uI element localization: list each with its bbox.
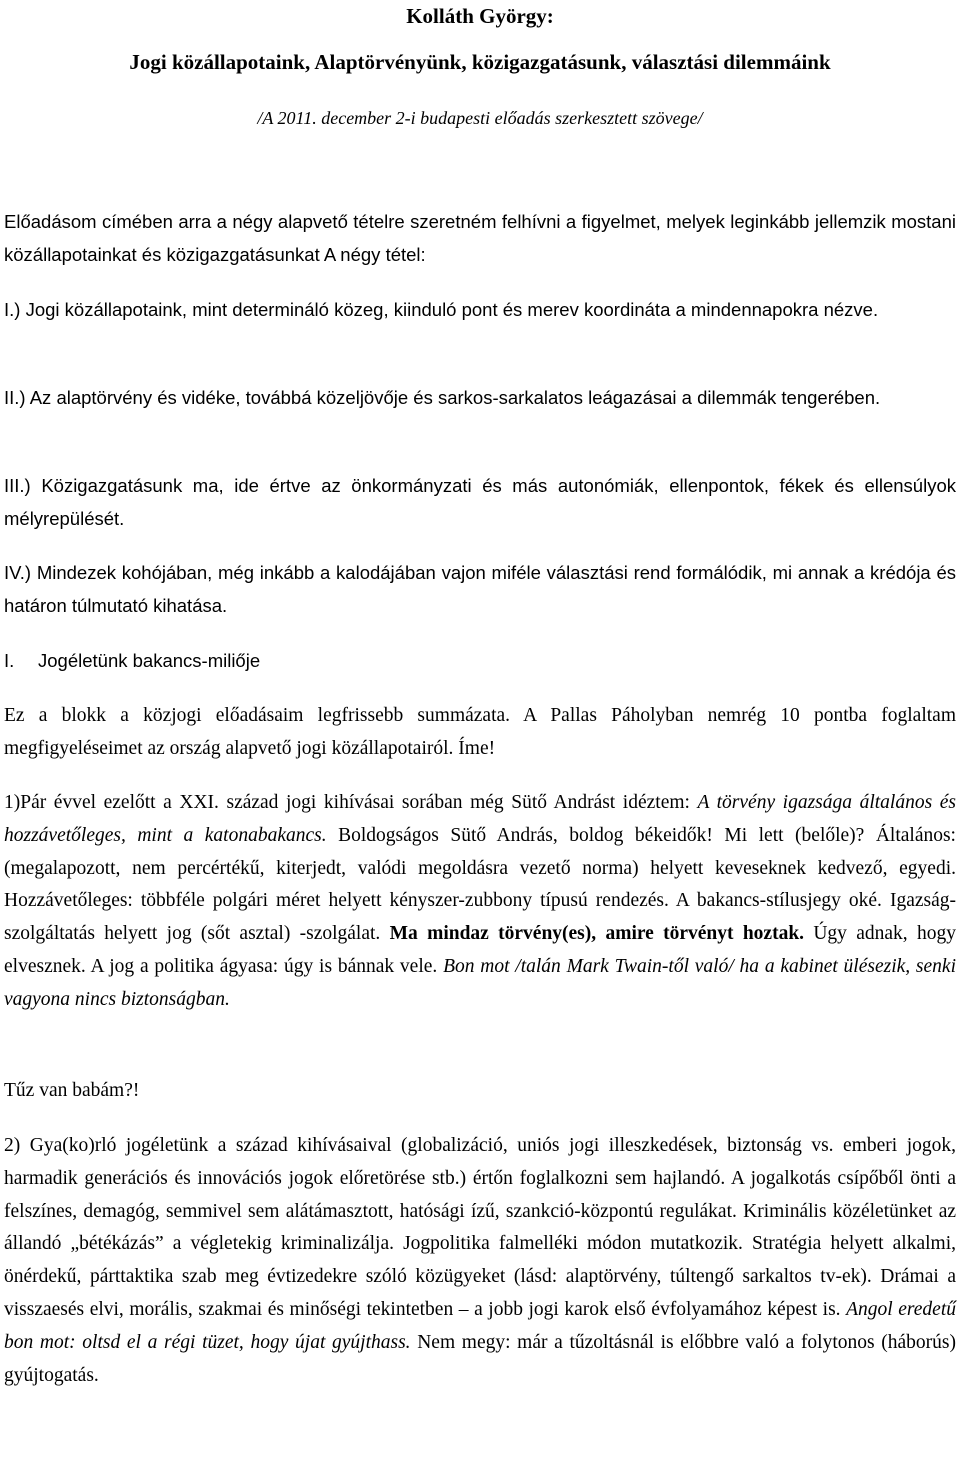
section-title: Jogéletünk bakancs-miliője [38,650,261,671]
point-2-paragraph [4,1130,956,1392]
thesis-3-text: Közigazgatásunk ma, ide értve az önkormányzati és más autonómiák, ellenpontok, fékek és ellensúlyok mélyrepülését. [4,475,956,529]
thesis-1-number: I.) [4,299,21,320]
intro-paragraph: Előadásom címében arra a négy alapvető tételre szeretném felhívni a figyelmet, melyek leginkább jellemzik mostani közállapotainkat és közigazgatásunkat A négy tétel: [4,211,956,265]
thesis-1-text: Jogi közállapotaink, mint determináló közeg, kiinduló pont és merev koordináta a mindennapokra nézve. [20,299,879,320]
point-2-bon-mot: Angol eredetű bon mot: oltsd el a régi tüzet, hogy újat gyújthass. [4,1298,956,1353]
thesis-2-text: Az alaptörvény és vidéke, továbbá közeljövője és sarkos-sarkalatos leágazásai a dilemmák tengerében. [25,387,881,408]
thesis-4 [4,557,956,623]
thesis-2 [4,382,956,415]
section-heading [4,645,956,677]
thesis-1 [4,294,956,327]
summary-paragraph: Ez a blokk a közjogi előadásaim legfrissebb summázata. A Pallas Páholyban nemrég 10 pontba foglaltam megfigyeléseimet az ország alapvető jogi közállapotairól. Íme! [4,705,956,759]
point-1-quote: A törvény igazsága általános és hozzávetőleges, mint a katonabakancs. [4,792,956,846]
point-1-paragraph [4,787,956,1017]
point-2-text-b: Nem megy: már a tűzoltásnál is előbbre való a folytonos (háborús) gyújtogatás. [4,1331,956,1386]
document-subtitle: /A 2011. december 2-i budapesti előadás szerkesztett szövege/ [257,108,703,128]
point-1-bon-mot: Bon mot /talán Mark Twain-től való/ ha a kabinet ülésezik, senki vagyona nincs biztonságban. [4,955,956,1010]
point-1-text-c: Úgy adnak, hogy elvesznek. A jog a politika ágyasa: úgy is bánnak vele. [4,923,956,977]
point-1-bold: Ma mindaz törvény(es), amire törvényt hoztak. [389,923,805,945]
section-number: I. [4,650,15,671]
thesis-3 [4,470,956,536]
thesis-4-number: IV.) [4,562,32,583]
point-1-text-b: Boldogságos Sütő András, boldog békeidők! Mi lett (belőle)? Általános: (megalapozott, nem percértékű, kiterjedt, valódi megoldásra vezető norma) helyett keveseknek kedvező, egyedi. Hozzávetőleges: többféle polgári méret helyett kényszer-zubbony típusú rendezés. A bakancs-stílusjegy oké. Igazság-szolgáltatás helyett jog (sőt asztal) -szolgálat. [4,824,956,945]
point-1-lead: 1)Pár évvel ezelőtt a XXI. [4,792,219,813]
document-title: Jogi közállapotaink, Alaptörvényünk, közigazgatásunk, választási dilemmáink [129,50,831,74]
fire-line: Tűz van babám?! [4,1080,140,1101]
thesis-4-text: Mindezek kohójában, még inkább a kalodájában vajon miféle választási rend formálódik, mi annak a krédója és határon túlmutató kihatása. [4,562,956,616]
thesis-2-number: II.) [4,387,26,408]
thesis-3-number: III.) [4,475,31,496]
point-1-text-a: század jogi kihívásai sorában még Sütő Andrást idéztem: [218,792,698,813]
author-name: Kolláth György: [406,4,554,28]
point-2-text-a: 2) Gya(ko)rló jogéletünk a század kihívásaival (globalizáció, uniós jogi illeszkedések, biztonság vs. emberi jogok, harmadik generációs és innovációs jogok előretörése stb.) értőn foglalkozni sem hajlandó. A jogalkotás csípőből önti a felszínes, demagóg, semmivel sem alátámasztott, hatósági ízű, szankció-központú regulákat. Kriminális közéletünket az állandó „bétékázás” a végletekig kriminalizálja. Jogpolitika falmelléki módon mutatkozik. Stratégia helyett alkalmi, önérdekű, párttaktika szab meg évtizedekre szóló közügyeket (lásd: alaptörvény, túltengő sarkaltos tv-ek). Drámai a visszaesés elvi, morális, szakmai és minőségi tekintetben – a jobb jogi karok első évfolyamához képest is. [4,1135,956,1320]
